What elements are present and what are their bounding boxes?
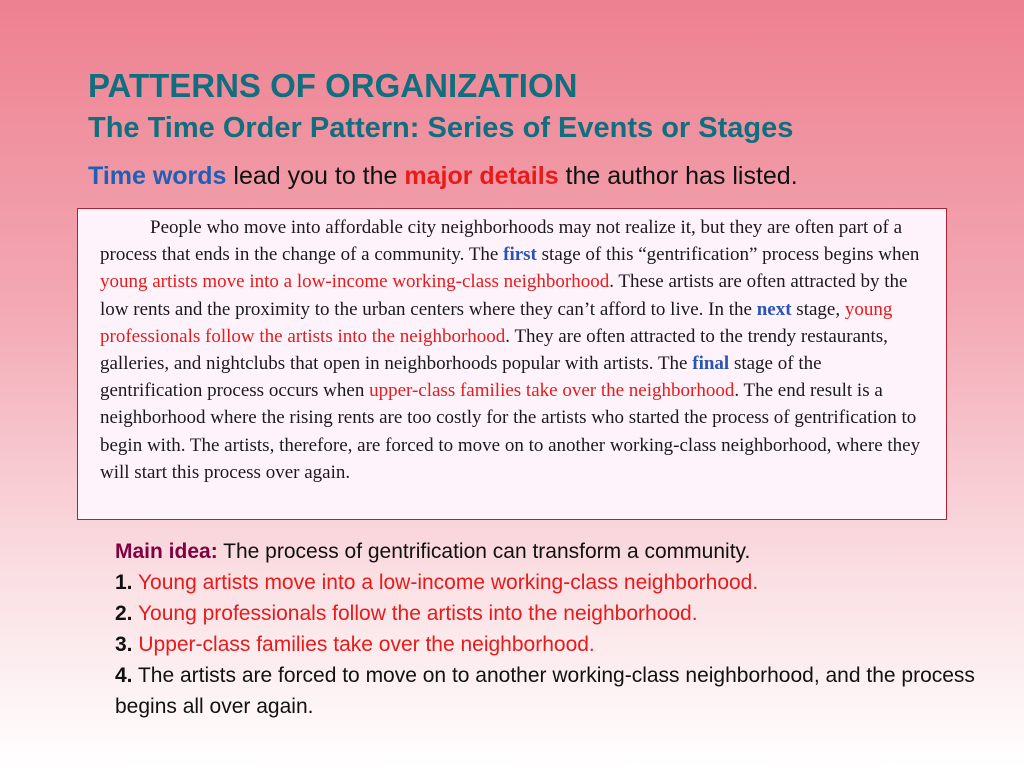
time-word-next: next — [756, 298, 792, 320]
summary-item — [115, 660, 975, 722]
passage-text: stage, — [791, 298, 845, 320]
intro-line — [88, 156, 798, 196]
passage-text: stage of the gentrification process occurs when — [100, 353, 822, 402]
item-number: 2. — [115, 602, 133, 625]
summary-item — [115, 629, 975, 660]
passage-text: stage of this “gentrification” process begins when — [536, 244, 920, 266]
passage-paragraph — [100, 214, 928, 486]
main-idea-text: The process of gentrification can transform a community. — [217, 540, 751, 563]
passage-text: People who move into affordable city neighborhoods may not realize it, but they are often part of a process that ends in the change of a community. The — [100, 217, 903, 266]
time-word-final: final — [692, 353, 730, 375]
summary-item — [115, 567, 975, 598]
major-detail-2: young professionals follow the artists into the neighborhood — [100, 298, 893, 347]
passage-text: . The end result is a neighborhood where the rising rents are too costly for the artists who started the process of gentrification to begin with. The artists, therefore, are forced to move on to another working-class neighborhood, where they will start this process over again. — [100, 380, 921, 483]
major-detail-1: young artists move into a low-income working-class neighborhood — [100, 271, 610, 293]
main-idea — [115, 536, 975, 567]
slide-subtitle: The Time Order Pattern: Series of Events or Stages — [88, 112, 794, 144]
intro-time-words: Time words — [88, 162, 227, 190]
passage-box — [77, 208, 947, 520]
major-detail-3: upper-class families take over the neighborhood — [369, 380, 735, 402]
item-number: 3. — [115, 633, 133, 656]
item-text: The artists are forced to move on to another working-class neighborhood, and the process begins all over again. — [115, 664, 975, 718]
passage-text: . These artists are often attracted by the low rents and the proximity to the urban centers where they can’t afford to live. In the — [100, 271, 908, 320]
time-word-first: first — [503, 244, 537, 266]
intro-text-2: the author has listed. — [558, 162, 798, 190]
slide-title: PATTERNS OF ORGANIZATION — [88, 67, 578, 104]
summary-list — [115, 536, 975, 722]
item-text: Upper-class families take over the neighborhood. — [132, 633, 595, 656]
intro-text-1: lead you to the — [226, 162, 405, 190]
item-number: 1. — [115, 571, 133, 594]
item-text: Young artists move into a low-income working-class neighborhood. — [132, 571, 759, 594]
summary-item — [115, 598, 975, 629]
item-number: 4. — [115, 664, 133, 687]
main-idea-label: Main idea: — [115, 540, 218, 563]
item-text: Young professionals follow the artists into the neighborhood. — [132, 602, 698, 625]
passage-text: . They are often attracted to the trendy restaurants, galleries, and nightclubs that open in neighborhoods popular with artists. The — [100, 325, 888, 375]
intro-major-details: major details — [404, 162, 559, 190]
